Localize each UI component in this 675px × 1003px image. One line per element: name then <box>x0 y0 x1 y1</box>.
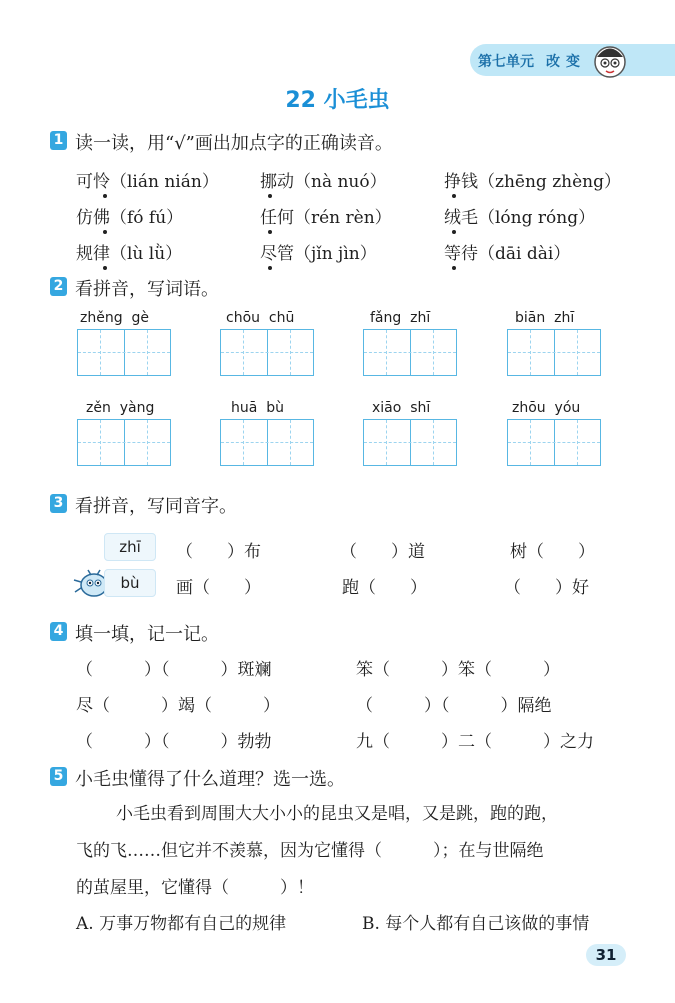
q2-pinyin-5: zěn yàng <box>86 400 155 416</box>
question-number-3: 3 <box>50 494 67 513</box>
q1-item-3: 挣钱（zhēng zhèng） <box>444 172 621 192</box>
q3-blank-5[interactable]: 跑（ ） <box>342 578 427 598</box>
unit-name: 改变 <box>546 54 586 70</box>
q5-option-b[interactable]: B. 每个人都有自己该做的事情 <box>362 914 590 934</box>
emphasis-dot <box>452 194 456 198</box>
question-number-2: 2 <box>50 277 67 296</box>
emphasis-dot <box>452 230 456 234</box>
q2-pinyin-3: fǎng zhī <box>370 310 431 326</box>
q2-pinyin-4: biān zhī <box>515 310 575 326</box>
writing-box[interactable] <box>220 329 314 376</box>
pinyin-tag-zhi: zhī <box>104 533 156 561</box>
writing-box[interactable] <box>220 419 314 466</box>
q4-idiom-6[interactable]: 九（ ）二（ ）之力 <box>356 732 594 752</box>
q1-item-6: 绒毛（lóng róng） <box>444 208 596 228</box>
q2-pinyin-2: chōu chū <box>226 310 295 326</box>
q4-instruction: 填一填，记一记。 <box>75 624 219 645</box>
emphasis-dot <box>103 266 107 270</box>
q3-blank-6[interactable]: （ ）好 <box>504 578 589 598</box>
question-number-5: 5 <box>50 767 67 786</box>
q4-idiom-3[interactable]: 尽（ ）竭（ ） <box>76 696 280 716</box>
question-number-1: 1 <box>50 131 67 150</box>
q4-idiom-4[interactable]: （ ）（ ）隔绝 <box>356 696 552 716</box>
q2-pinyin-8: zhōu yóu <box>512 400 581 416</box>
q1-item-7: 规律（lù lǜ） <box>76 244 183 264</box>
q4-idiom-5[interactable]: （ ）（ ）勃勃 <box>76 732 272 752</box>
q2-pinyin-1: zhěng gè <box>80 310 149 326</box>
emphasis-dot <box>268 266 272 270</box>
q1-instruction: 读一读，用“√”画出加点字的正确读音。 <box>75 133 393 154</box>
q1-item-8: 尽管（jǐn jìn） <box>260 244 377 264</box>
q5-option-a[interactable]: A. 万事万物都有自己的规律 <box>76 914 287 934</box>
question-number-4: 4 <box>50 622 67 641</box>
emphasis-dot <box>103 230 107 234</box>
q5-instruction: 小毛虫懂得了什么道理？选一选。 <box>75 769 345 790</box>
emphasis-dot <box>268 230 272 234</box>
emphasis-dot <box>268 194 272 198</box>
q2-pinyin-6: huā bù <box>231 400 284 416</box>
q5-passage-line-2: 飞的飞……但它并不羡慕，因为它懂得（ ）；在与世隔绝 <box>76 841 544 861</box>
q3-blank-2[interactable]: （ ）道 <box>340 542 425 562</box>
emphasis-dot <box>452 266 456 270</box>
q5-passage-line-3: 的茧屋里，它懂得（ ）！ <box>76 878 314 898</box>
writing-box[interactable] <box>77 329 171 376</box>
lesson-title: 22 小毛虫 <box>285 88 390 113</box>
q1-item-5: 任何（rén rèn） <box>260 208 392 228</box>
pinyin-tag-bu: bù <box>104 569 156 597</box>
q4-idiom-2[interactable]: 笨（ ）笨（ ） <box>356 660 560 680</box>
q3-blank-4[interactable]: 画（ ） <box>176 578 261 598</box>
q3-blank-3[interactable]: 树（ ） <box>510 542 595 562</box>
mascot-icon <box>592 42 628 82</box>
writing-box[interactable] <box>363 329 457 376</box>
q4-idiom-1[interactable]: （ ）（ ）斑斓 <box>76 660 272 680</box>
writing-box[interactable] <box>77 419 171 466</box>
q5-passage-line-1: 小毛虫看到周围大大小小的昆虫又是唱，又是跳，跑的跑， <box>116 804 558 824</box>
writing-box[interactable] <box>507 419 601 466</box>
q2-pinyin-7: xiāo shī <box>372 400 431 416</box>
q1-item-4: 仿佛（fó fú） <box>76 208 184 228</box>
q3-blank-1[interactable]: （ ）布 <box>176 542 261 562</box>
unit-label: 第七单元 <box>478 54 534 70</box>
q1-item-9: 等待（dāi dài） <box>444 244 571 264</box>
page-number: 31 <box>586 944 626 966</box>
writing-box[interactable] <box>363 419 457 466</box>
q2-instruction: 看拼音，写词语。 <box>75 279 219 300</box>
writing-box[interactable] <box>507 329 601 376</box>
q3-instruction: 看拼音，写同音字。 <box>75 496 237 517</box>
emphasis-dot <box>103 194 107 198</box>
q1-item-1: 可怜（lián nián） <box>76 172 219 192</box>
q1-item-2: 挪动（nà nuó） <box>260 172 387 192</box>
